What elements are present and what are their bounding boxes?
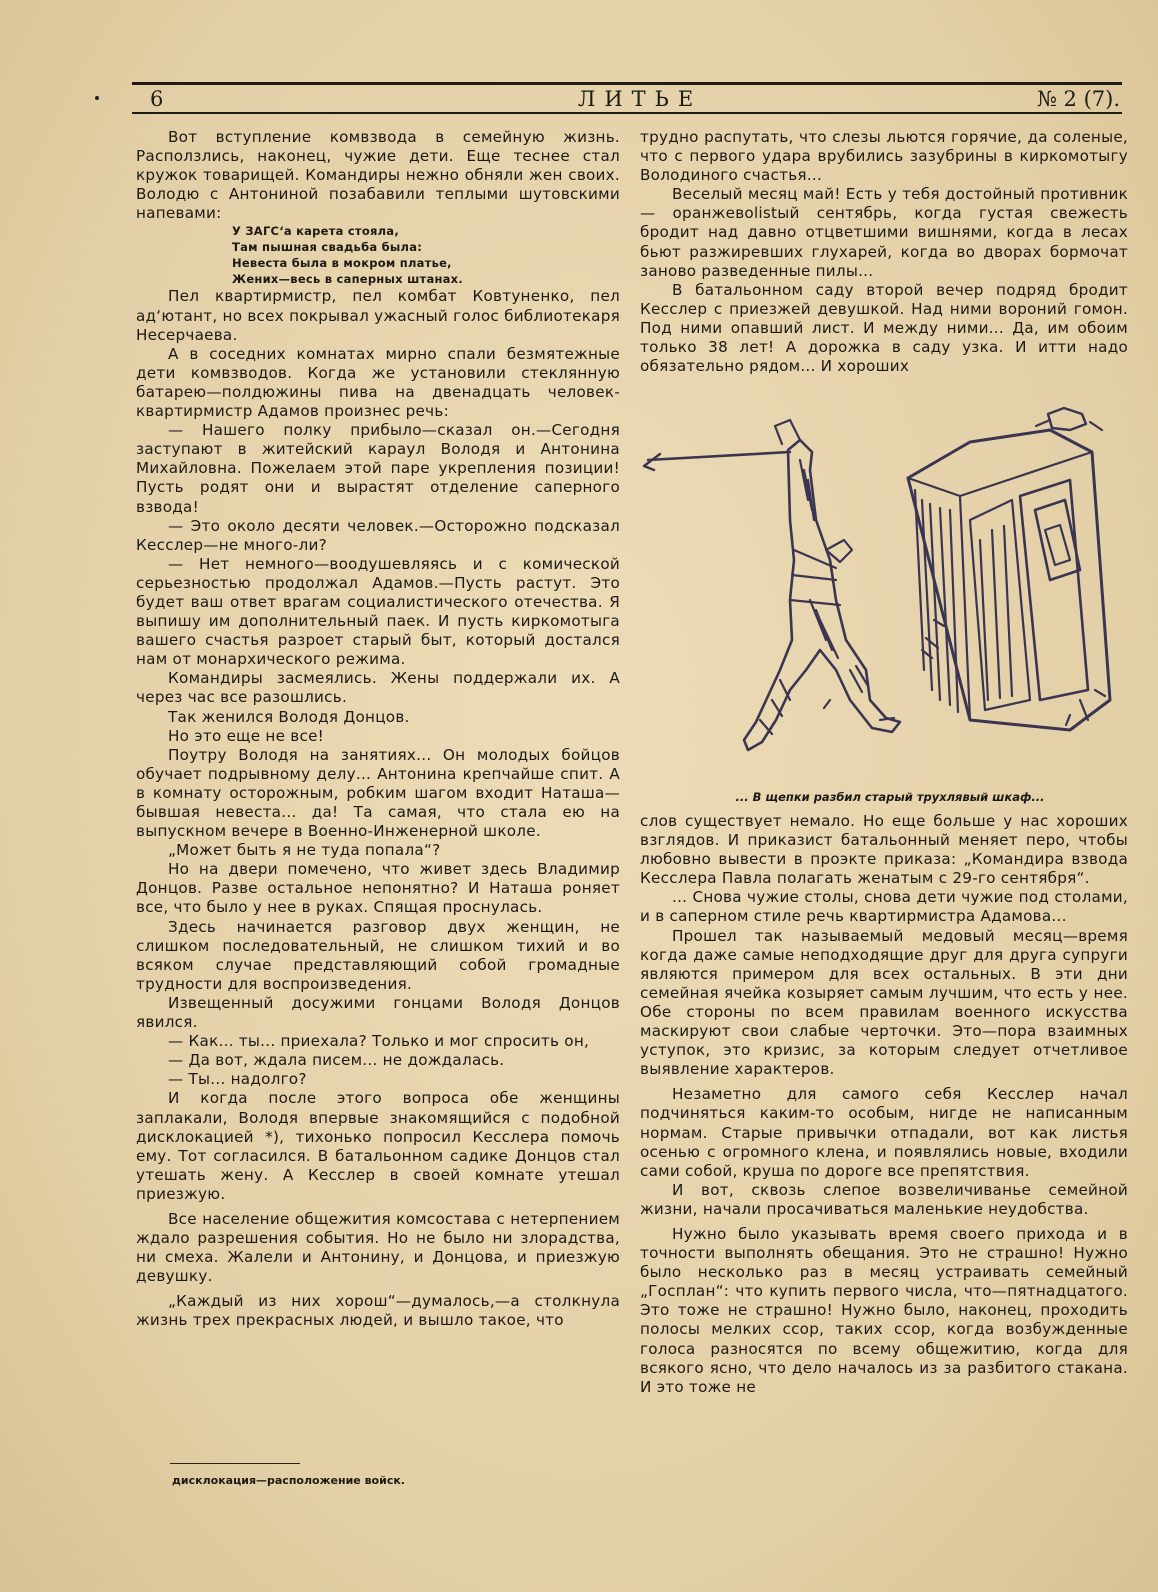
journal-title: ЛИТЬЕ	[577, 87, 703, 111]
illustration-caption: ... В щепки разбил старый трухлявый шкаф...	[735, 790, 1045, 804]
footnote-rule	[170, 1463, 300, 1464]
paragraph: Веселый месяц май! Есть у тебя достойный противник — оранжевolistый сентябрь, когда густая свежесть бродит над давно отцветшими вишнями, когда в лесах бьют разжиревших глухарей, когда во дворах бормочат заново разведенные пилы...	[640, 185, 1128, 280]
paragraph: Поутру Володя на занятиях... Он молодых бойцов обучает подрывному делу... Антонина крепчайше спит. А в комнату осторожным, робким шагом входит Наташа—бывшая невеста... да! Та самая, что стала ею на выпускном вечере в Военно-Инженерной школе.	[136, 745, 620, 841]
paragraph: ... Снова чужие столы, снова дети чужие под столами, и в саперном стиле речь квартирмистра Адамова...	[640, 888, 1128, 926]
paragraph: „Может быть я не туда попала“?	[168, 841, 441, 860]
verse-line: Жених—весь в саперных штанах.	[232, 272, 463, 287]
paragraph: — Как... ты... приехала? Только и мог спросить он,	[168, 1032, 590, 1051]
paragraph: — Нашего полку прибыло—сказал он.—Сегодня заступают в житейский караул Володя и Антонина Михайловна. Пожелаем этой паре укрепления позиции! Пусть родят они и вырастят отделение саперного взвода!	[136, 421, 620, 516]
paragraph: Но на двери помечено, что живет здесь Владимир Донцов. Разве остальное непонятно? И Наташа роняет все, что было у нее в руках. Спящая проснулась.	[136, 860, 620, 917]
page-number: 6	[150, 87, 164, 111]
header-bottom-rule	[132, 112, 1122, 114]
paragraph: слов существует немало. Но еще больше у нас хороших взглядов. И приказист батальонный меняет перо, чтобы любовно вывести в проэкте приказа: „Командира взвода Кесслера Павла полагать женатым с 29-го сентября“.	[640, 812, 1128, 888]
paragraph: „Каждый из них хорош“—думалось,—а столкнула жизнь трех прекрасных людей, и вышло такое, что	[136, 1292, 620, 1330]
paragraph: Все население общежития комсостава с нетерпением ждало разрешения события. Но не было ни злорадства, ни смеха. Жалели и Антонину, и Донцова, и приезжую девушку.	[136, 1209, 620, 1286]
paragraph: — Нет немного—воодушевляясь и с комической серьезностью продолжал Адамов.—Пусть растут. Это будет ваш ответ врагам социалистического отечества. Я выпишу им дополнительный паек. И пусть киркомотыга вашего счастья разроет старый быт, который достался нам от монархического режима.	[136, 554, 620, 669]
paragraph: Нужно было указывать время своего прихода и в точности выполнять обещания. Это не страшно! Нужно было несколько раз в месяц устраивать семейный „Госплан“: что купить первого числа, что—пятнадцатого. Это тоже не страшно! Нужно было, наконец, проходить полосы мелких ссор, таких ссор, когда возбужденные голоса разносятся по всему общежитию, когда для всякого ясно, что дело началось из за разбитого стакана. И это тоже не	[640, 1224, 1128, 1396]
right-column-bottom	[640, 812, 1128, 1397]
issue-number: № 2 (7).	[1036, 87, 1120, 111]
paragraph: В батальонном саду второй вечер подряд бродит Кесслер с приезжей девушкой. Над ними вороний гомон. Под ними опавший лист. И между ними... Да, им обоим только 38 лет! А дорожка в саду узка. И итти надо обязательно рядом... И хороших	[640, 280, 1128, 376]
illustration-man-breaking-wardrobe	[640, 400, 1128, 772]
paragraph: Здесь начинается разговор двух женщин, не слишком последовательный, не слишком тихий и во всяком случае представляющий собой громадные трудности для воспроизведения.	[136, 917, 620, 993]
verse-line: Невеста была в мокром платье,	[232, 256, 452, 271]
paragraph: — Ты... надолго?	[168, 1070, 307, 1089]
paragraph: И когда после этого вопроса обе женщины заплакали, Володя впервые знакомящийся с подобной дисклокацией *), тихонько попросил Кесслера помочь ему. Тот согласился. В батальонном садике Донцов стал утешать жену. А Кесслер в своей комнате утешал приезжую.	[136, 1089, 620, 1203]
paragraph: И вот, сквозь слепое возвеличиванье семейной жизни, начали просачиваться маленькие неудобства.	[640, 1180, 1128, 1218]
paragraph: А в соседних комнатах мирно спали безмятежные дети комвзводов. Когда же установили стеклянную батарею—полдюжины пива на двенадцать человек-квартирмистр Адамов произнес речь:	[136, 344, 620, 421]
margin-mark	[95, 96, 99, 100]
paragraph: трудно распутать, что слезы льются горячие, да соленые, что с первого удара врубились зазубрины в киркомотыгу Володиного счастья...	[640, 128, 1128, 185]
paragraph: Пел квартирмистр, пел комбат Ковтуненко, пел ад‘ютант, но всех покрывал ужасный голос библиотекаря Несерчаева.	[136, 287, 620, 344]
paragraph: — Это около десяти человек.—Осторожно подсказал Кесслер—не много-ли?	[136, 516, 620, 554]
paragraph: Так женился Володя Донцов.	[168, 707, 410, 726]
verse-block	[232, 223, 620, 287]
paragraph: Но это еще не все!	[168, 726, 324, 745]
footnote: дисклокация—расположение войск.	[172, 1474, 405, 1487]
paragraph: — Да вот, ждала писем... не дождалась.	[168, 1051, 505, 1070]
paragraph: Вот вступление комвзвода в семейную жизнь. Расползлись, наконец, чужие дети. Еще теснее стал кружок товарищей. Командиры нежно обняли жен своих. Володю с Антониной позабавили теплыми шутовскими напевами:	[136, 128, 620, 223]
paragraph: Извещенный досужими гонцами Володя Донцов явился.	[136, 993, 620, 1032]
header-top-rule	[132, 82, 1122, 85]
left-column	[136, 128, 620, 1331]
right-column-top	[640, 128, 1128, 376]
paragraph: Командиры засмеялись. Жены поддержали их. А через час все разошлись.	[136, 669, 620, 707]
paragraph: Незаметно для самого себя Кесслер начал подчиняться каким-то особым, нигде не написанным нормам. Старые привычки отпадали, вот как листья осенью с огромного клена, и появлялись новые, входили сами собой, круша по дороге все препятствия.	[640, 1085, 1128, 1180]
verse-line: У ЗАГС‘а карета стояла,	[232, 224, 399, 239]
paragraph: Прошел так называемый медовый месяц—время когда даже самые неподходящие друг для друга супруги являются примером для всех остальных. В эти дни семейная ячейка козыряет самым лучшим, что есть у нее. Обе стороны по всем правилам военного искусства маскируют свои слабые черточки. Это—пора взаимных уступок, это кризис, за которым следует отчетливое выявление характеров.	[640, 926, 1128, 1079]
verse-line: Там пышная свадьба была:	[232, 240, 423, 255]
